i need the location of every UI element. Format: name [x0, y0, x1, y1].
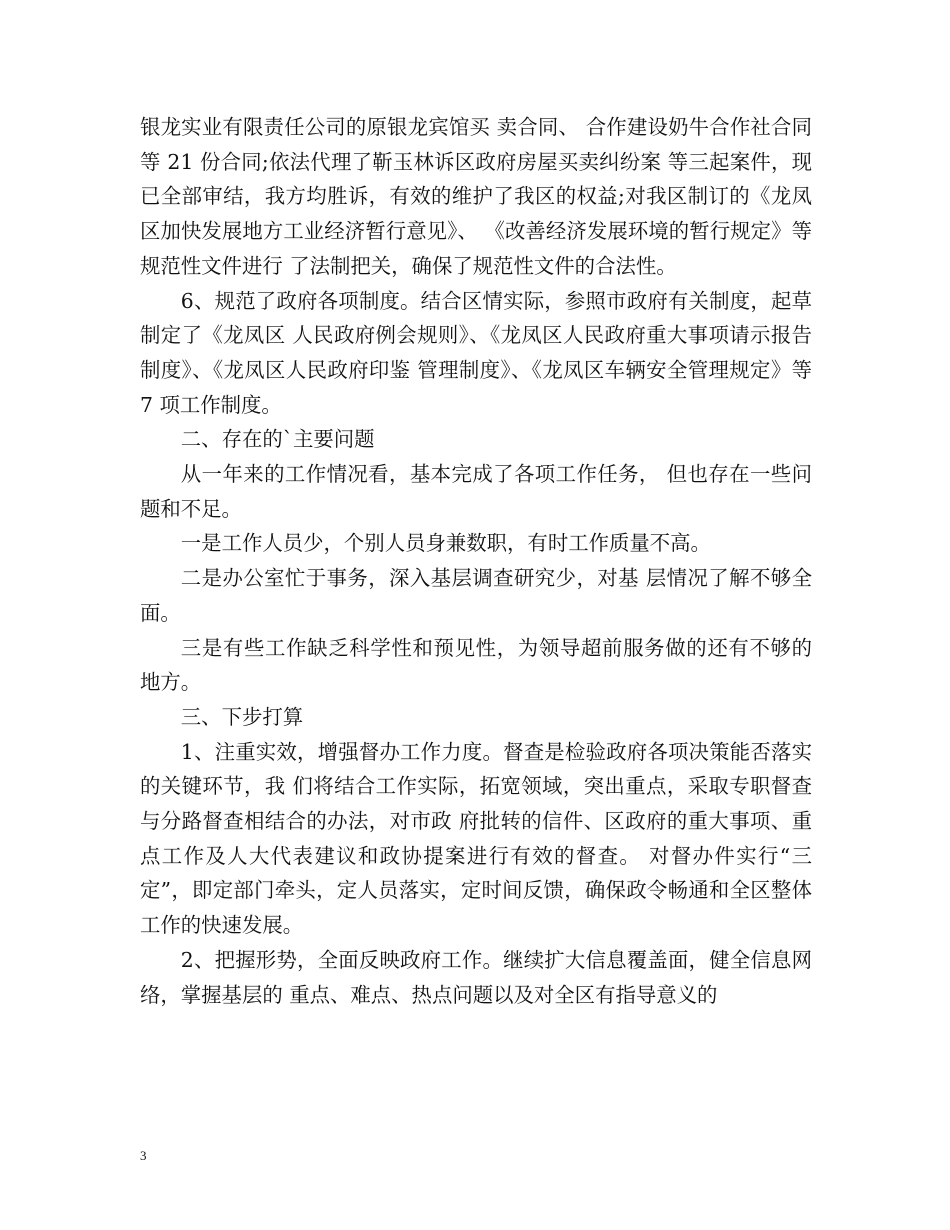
- section-heading-problems: 二、存在的`主要问题: [180, 427, 375, 452]
- paragraph-6: 二是办公室忙于事务，深入基层调查研究少，对基 层情况了解不够全面。: [140, 566, 812, 625]
- paragraph-5: 一是工作人员少，个别人员身兼数职，有时工作质量不高。: [180, 531, 711, 556]
- paragraph-10: 2、把握形势，全面反映政府工作。继续扩大信息覆盖面，健全信息网络，掌握基层的 重点、难点、热点问题以及对全区有指导意义的: [140, 947, 812, 1007]
- document-body: [140, 110, 812, 1012]
- section-heading-next-steps: 三、下步打算: [180, 704, 304, 729]
- page-number: 3: [140, 1148, 147, 1163]
- paragraph-7: 三是有些工作缺乏科学性和预见性，为领导超前服务做的还有不够的地方。: [140, 635, 812, 695]
- paragraph-1: 银龙实业有限责任公司的原银龙宾馆买 卖合同、 合作建设奶牛合作社合同等 21 份合同;依法代理了靳玉林诉区政府房屋买卖纠纷案 等三起案件，现已全部审结，我方均胜诉，有效的维护了我区的权益;对我区制订的《龙凤 区加快发展地方工业经济暂行意见》、 《改善经济发展环境的暂行规定》等规范性文件进行 了法制把关，确保了规范性文件的合法性。: [140, 115, 812, 278]
- paragraph-2: 6、规范了政府各项制度。结合区情实际，参照市政府有关制度，起草制定了《龙凤区 人民政府例会规则》、《龙凤区人民政府重大事项请示报告制度》、《龙凤区人民政府印鉴 管理制度》、《龙凤区车辆安全管理规定》等 7 项工作制度。: [140, 288, 812, 417]
- paragraph-4: 从一年来的工作情况看，基本完成了各项工作任务， 但也存在一些问题和不足。: [140, 462, 812, 521]
- paragraph-9: 1、注重实效，增强督办工作力度。督查是检验政府各项决策能否落实的关键环节，我 们将结合工作实际，拓宽领域，突出重点，采取专职督查与分路督查相结合的办法，对市政 府批转的信件、区政府的重大事项、重点工作及人大代表建议和政协提案进行有效的督查。 对督办件实行“三定”，即定部门牵头，定人员落实，定时间反馈，确保政令畅通和全区整体工作的快速发展。: [140, 739, 812, 938]
